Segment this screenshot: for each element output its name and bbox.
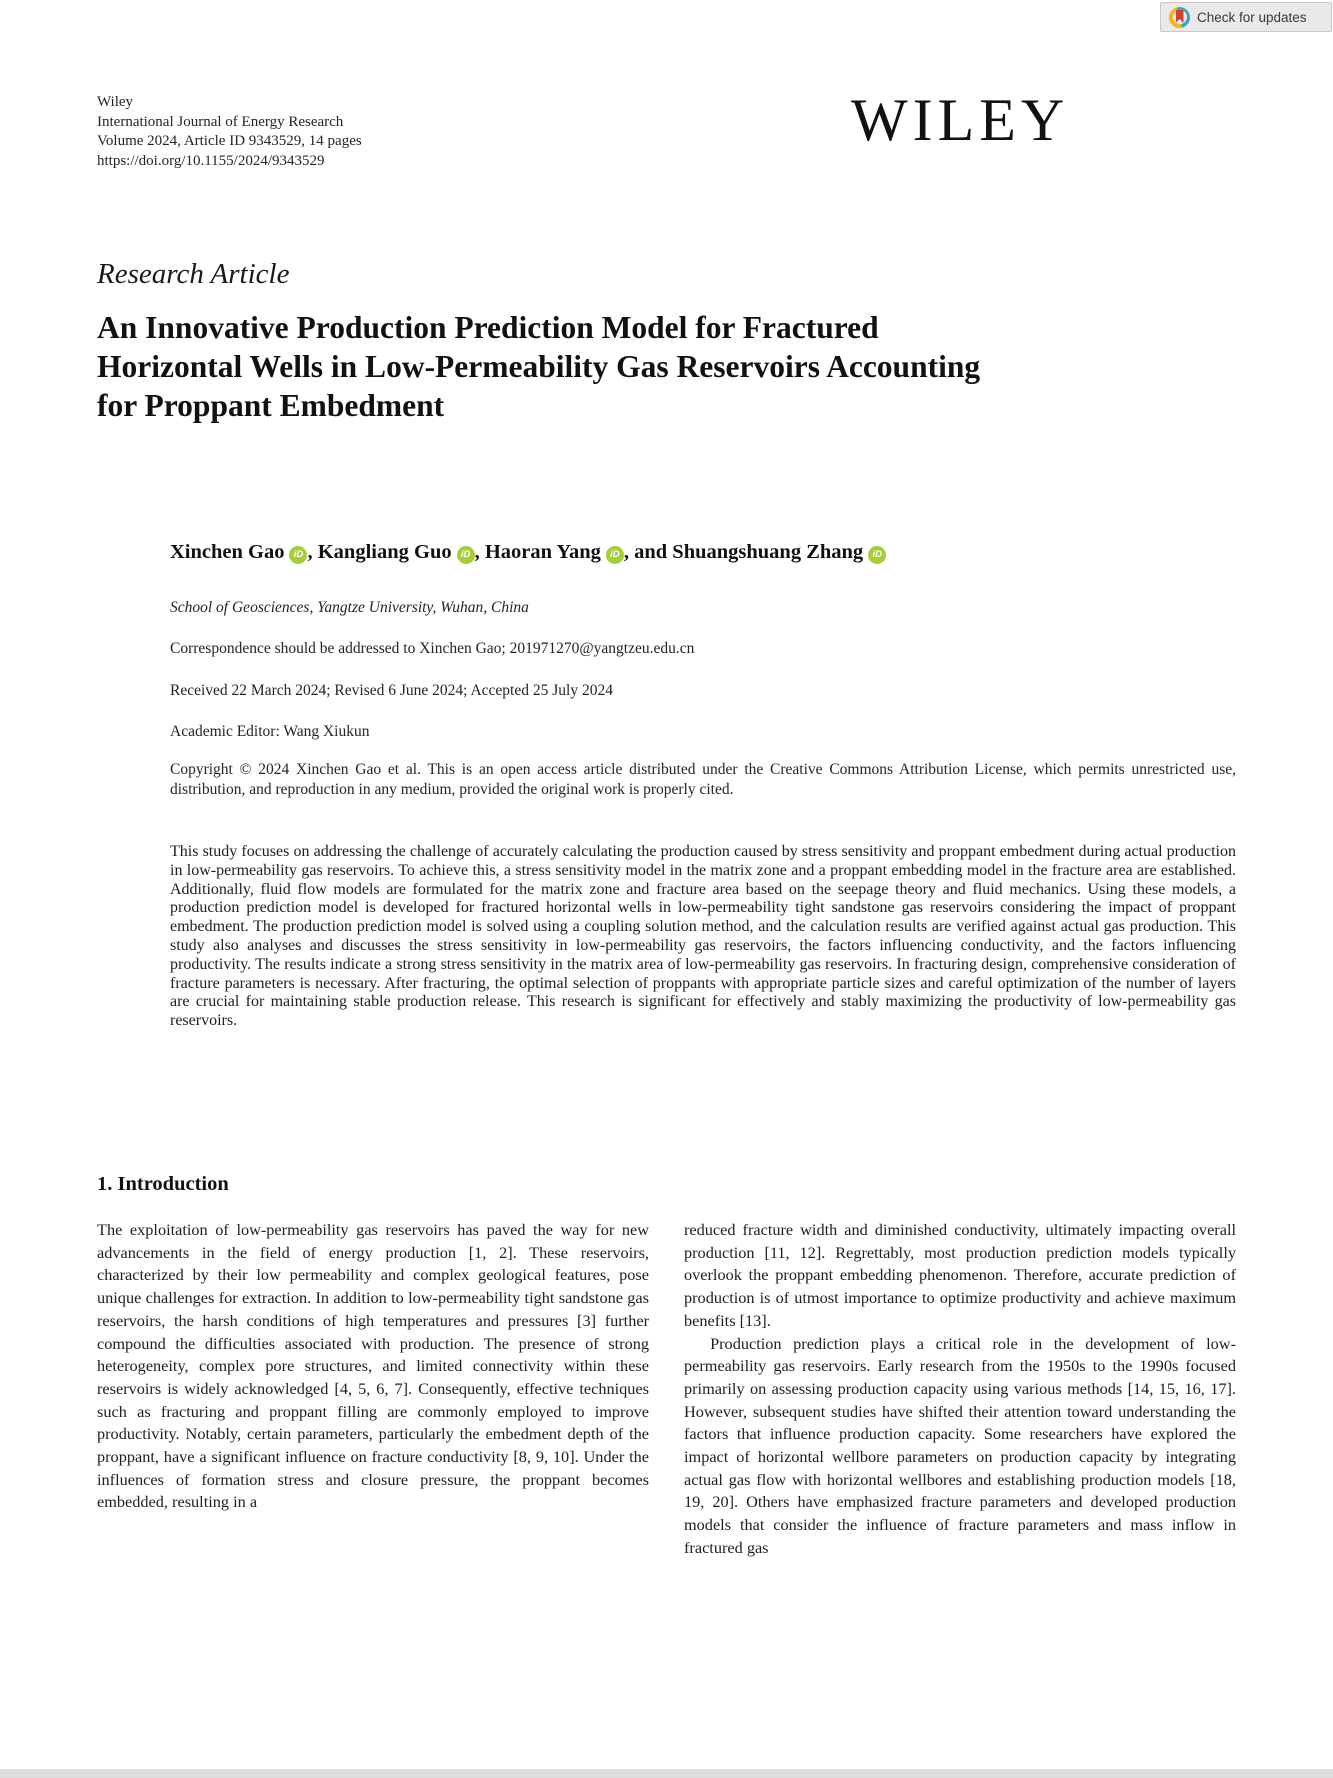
author-list xyxy=(170,541,1170,564)
orcid-icon[interactable]: iD xyxy=(289,546,307,564)
journal-info xyxy=(97,93,362,171)
copyright-notice: Copyright © 2024 Xinchen Gao et al. This is an open access article distributed under the Creative Commons Attribution License, which permits unrestricted use, distribution, and reproduction in any medium, provided the original work is properly cited. xyxy=(170,761,1236,798)
intro-column-right xyxy=(684,1219,1236,1560)
abstract-text: This study focuses on addressing the challenge of accurately calculating the production caused by stress sensitivity and proppant embedment during actual production in low-permeability gas reservoirs. To achieve this, a stress sensitivity model in the matrix zone and a proppant embedding model in the fracture area are established. Additionally, fluid flow models are formulated for the matrix zone and fracture area based on the seepage theory and fluid mechanics. Using these models, a production prediction model is developed for fractured horizontal wells in low-permeability tight sandstone gas reservoirs considering the impact of proppant embedment. The production prediction model is solved using a coupling solution method, and the calculation results are verified against actual gas production. This study also analyses and discusses the stress sensitivity in low-permeability gas reservoirs, the factors influencing conductivity, and the factors influencing productivity. The results indicate a strong stress sensitivity in the matrix area of low-permeability gas reservoirs. In fracturing design, comprehensive consideration of fracture parameters is necessary. After fracturing, the optimal selection of proppants with appropriate particle sizes and careful optimization of the number of layers are crucial for maintaining stable production release. This research is significant for effectively and stably maximizing the productivity of low-permeability gas reservoirs. xyxy=(170,843,1236,1030)
page-bottom-edge xyxy=(0,1769,1333,1778)
wiley-logo: WILEY xyxy=(851,87,1070,153)
author-name: Kangliang Guo xyxy=(317,541,452,563)
affiliation: School of Geosciences, Yangtze University, Wuhan, China xyxy=(170,599,529,616)
author-name: Xinchen Gao xyxy=(170,541,285,563)
article-history: Received 22 March 2024; Revised 6 June 2024; Accepted 25 July 2024 xyxy=(170,682,613,699)
orcid-icon[interactable]: iD xyxy=(457,546,475,564)
orcid-icon[interactable]: iD xyxy=(868,546,886,564)
intro-column-left xyxy=(97,1219,649,1514)
author-name: Haoran Yang xyxy=(484,541,601,563)
article-title: An Innovative Production Prediction Model for Fractured Horizontal Wells in Low-Permeability Gas Reservoirs Accounting for Proppant Embedment xyxy=(97,310,981,423)
intro-paragraph: The exploitation of low-permeability gas reservoirs has paved the way for new advancements in the field of energy production [1, 2]. These reservoirs, characterized by their low permeability and complex geological features, pose unique challenges for extraction. In addition to low-permeability tight sandstone gas reservoirs, the harsh conditions of high temperatures and pressures [3] further compound the difficulties associated with production. The presence of strong heterogeneity, complex pore structures, and limited connectivity within these reservoirs is widely acknowledged [4, 5, 6, 7]. Consequently, effective techniques such as fracturing and proppant filling are commonly employed to improve productivity. Notably, certain parameters, particularly the embedment depth of the proppant, have a significant influence on fracture conductivity [8, 9, 10]. Under the influences of formation stress and closure pressure, the proppant becomes embedded, resulting in a xyxy=(97,1220,649,1512)
academic-editor: Academic Editor: Wang Xiukun xyxy=(170,723,370,740)
author-separator: , and xyxy=(623,541,673,563)
check-for-updates-button[interactable] xyxy=(1160,2,1332,32)
author-separator: , xyxy=(474,541,485,563)
orcid-icon[interactable]: iD xyxy=(606,546,624,564)
intro-paragraph: Production prediction plays a critical role in the development of low-permeability gas reservoirs. Early research from the 1950s to the 1990s focused primarily on assessing production capacity using various methods [14, 15, 16, 17]. However, subsequent studies have shifted their attention toward understanding the factors that influence production capacity. Some researchers have explored the impact of horizontal wellbore parameters on production capacity by integrating actual gas flow with horizontal wellbores and establishing production models [18, 19, 20]. Others have emphasized fracture parameters and developed production models that consider the influence of fracture parameters and mass inflow in fractured gas xyxy=(684,1333,1236,1557)
article-type-label: Research Article xyxy=(97,258,290,290)
crossmark-icon xyxy=(1169,7,1190,28)
check-for-updates-label: Check for updates xyxy=(1197,9,1307,25)
intro-paragraph: reduced fracture width and diminished conductivity, ultimately impacting overall production [11, 12]. Regrettably, most production prediction models typically overlook the proppant embedding phenomenon. Therefore, accurate prediction of production is of utmost importance to optimize productivity and achieve maximum benefits [13]. xyxy=(684,1220,1236,1330)
volume-line: Volume 2024, Article ID 9343529, 14 pages xyxy=(97,133,362,149)
author-separator: , xyxy=(307,541,318,563)
publisher-name: Wiley xyxy=(97,94,134,110)
author-name: Shuangshuang Zhang xyxy=(672,541,864,563)
section-heading-introduction: 1. Introduction xyxy=(97,1173,229,1195)
correspondence-line: Correspondence should be addressed to Xinchen Gao; 201971270@yangtzeu.edu.cn xyxy=(170,640,695,657)
doi-link[interactable]: https://doi.org/10.1155/2024/9343529 xyxy=(97,152,325,169)
journal-title: International Journal of Energy Research xyxy=(97,113,344,130)
